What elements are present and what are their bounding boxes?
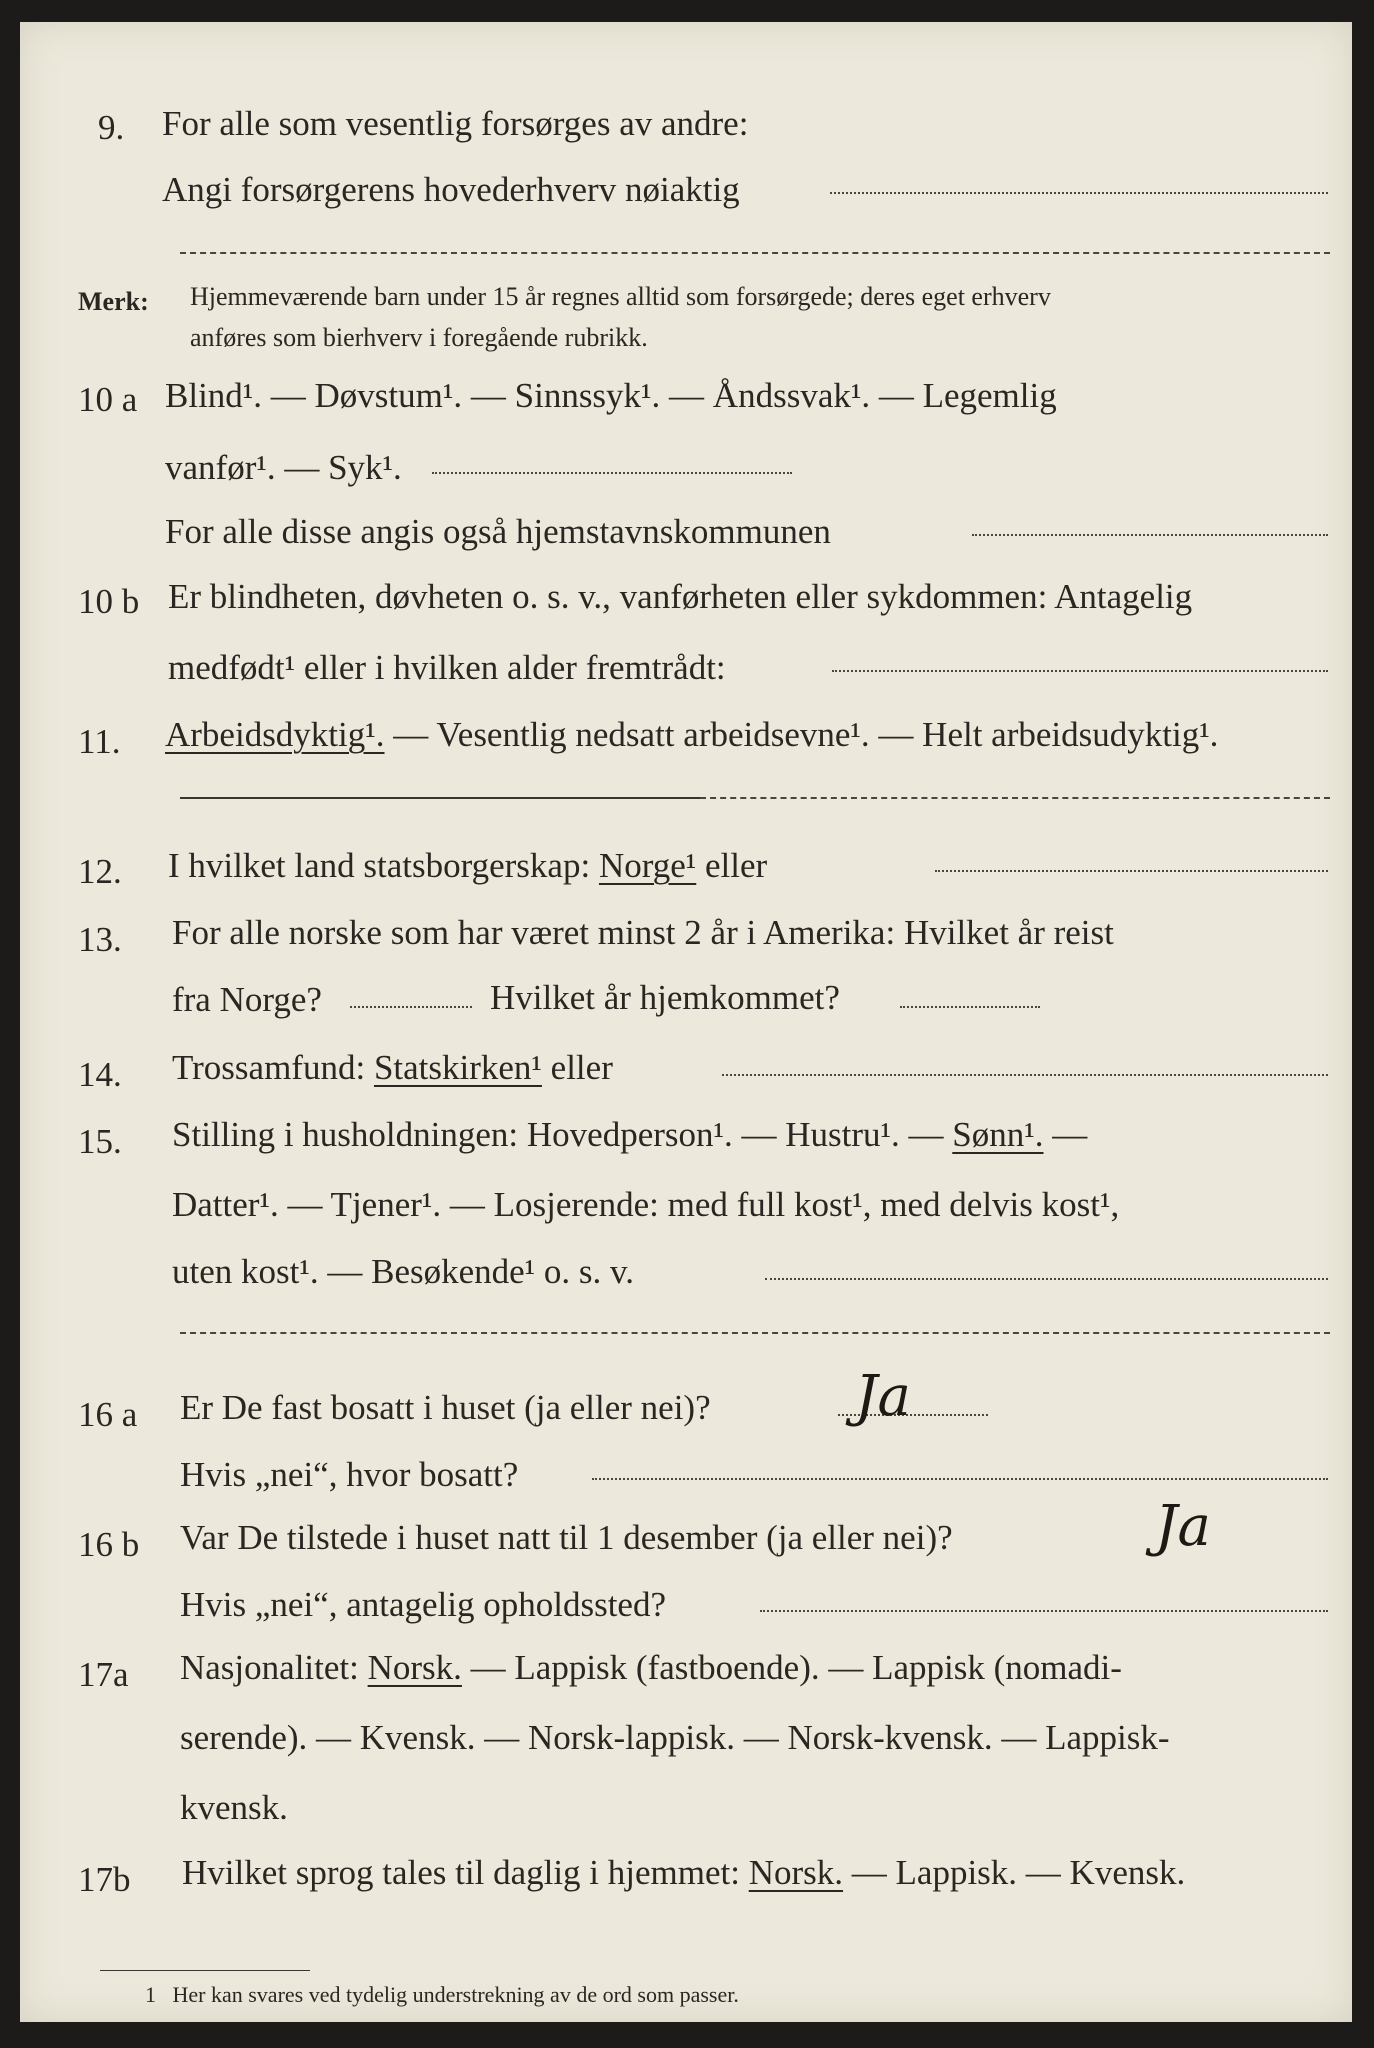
q15-answer-line[interactable] bbox=[765, 1278, 1328, 1280]
q9-answer-line-2[interactable] bbox=[180, 252, 1330, 254]
q16b-handwritten-answer: Ja bbox=[1155, 1494, 1211, 1559]
q14-rest: eller bbox=[550, 1048, 613, 1087]
q10b-line2: medfødt¹ eller i hvilken alder fremtrådt: bbox=[168, 648, 726, 687]
q17b-number: 17b bbox=[78, 1860, 131, 1899]
q17a-line2: serende). — Kvensk. — Norsk-lappisk. — Norsk-kvensk. — Lappisk- bbox=[180, 1718, 1170, 1757]
q16a-bosatt-line[interactable] bbox=[592, 1478, 1328, 1480]
q16b-line2: Hvis „nei“, antagelig opholdssted? bbox=[180, 1585, 666, 1624]
q14-number: 14. bbox=[78, 1055, 122, 1094]
q9-line2: Angi forsørgerens hovederhverv nøiaktig bbox=[162, 170, 740, 209]
q16b-number: 16 b bbox=[78, 1525, 140, 1564]
q17a-option-norsk[interactable]: Norsk. bbox=[367, 1648, 462, 1687]
q11-option-rest: — Vesentlig nedsatt arbeidsevne¹. — Helt arbeidsudyktig¹. bbox=[393, 715, 1219, 754]
q12-option-norge[interactable]: Norge¹ bbox=[598, 846, 697, 885]
q15-line3: uten kost¹. — Besøkende¹ o. s. v. bbox=[172, 1252, 635, 1291]
q17b-option-norsk[interactable]: Norsk. bbox=[748, 1853, 844, 1892]
q17b-line bbox=[182, 1855, 1185, 1890]
q11-number: 11. bbox=[78, 722, 121, 761]
q17b-rest: — Lappisk. — Kvensk. bbox=[851, 1853, 1186, 1892]
q12-rest: eller bbox=[705, 846, 768, 885]
q15-line1a: Stilling i husholdningen: Hovedperson¹. — Hustru¹. — bbox=[172, 1115, 944, 1154]
q14-line bbox=[172, 1050, 613, 1085]
merk-label: Merk: bbox=[78, 287, 149, 316]
q15-option-sonn[interactable]: Sønn¹. bbox=[952, 1115, 1044, 1154]
q17a-line1rest: — Lappisk (fastboende). — Lappisk (nomadi- bbox=[470, 1648, 1122, 1687]
q13-line1: For alle norske som har været minst 2 år i Amerika: Hvilket år reist bbox=[172, 913, 1114, 952]
q13-reist-line[interactable] bbox=[350, 1006, 472, 1008]
q10b-answer-line[interactable] bbox=[832, 670, 1328, 672]
q17a-text: Nasjonalitet: bbox=[180, 1648, 359, 1687]
q17b-text: Hvilket sprog tales til daglig i hjemmet: bbox=[182, 1853, 740, 1892]
q10a-line2: vanfør¹. — Syk¹. bbox=[165, 448, 402, 487]
q15-number: 15. bbox=[78, 1122, 122, 1161]
q12-text: I hvilket land statsborgerskap: bbox=[168, 846, 591, 885]
q16a-number: 16 a bbox=[78, 1395, 138, 1434]
q10a-number: 10 a bbox=[78, 380, 138, 419]
q13-number: 13. bbox=[78, 920, 122, 959]
q12-answer-line[interactable] bbox=[935, 870, 1328, 872]
q17a-line3: kvensk. bbox=[180, 1788, 288, 1827]
q14-answer-line[interactable] bbox=[722, 1074, 1328, 1076]
q15-line1 bbox=[172, 1117, 1087, 1152]
q11-answer-line[interactable] bbox=[180, 797, 700, 799]
q14-option-statskirken[interactable]: Statskirken¹ bbox=[373, 1048, 542, 1087]
q12-line bbox=[168, 848, 767, 883]
q9-line1: For alle som vesentlig forsørges av andre: bbox=[162, 104, 749, 143]
q16a-handwritten-answer: Ja bbox=[855, 1364, 911, 1429]
q13-hjemkommet-line[interactable] bbox=[900, 1006, 1040, 1008]
q13-line2a: fra Norge? bbox=[172, 980, 322, 1019]
q10a-line3: For alle disse angis også hjemstavnskommunen bbox=[165, 512, 831, 551]
q10b-line1: Er blindheten, døvheten o. s. v., vanførheten eller sykdommen: Antagelig bbox=[168, 577, 1193, 616]
census-form-page bbox=[20, 22, 1352, 2022]
q9-answer-line[interactable] bbox=[830, 192, 1328, 194]
q15-answer-line-2[interactable] bbox=[180, 1332, 1330, 1334]
q16b-opholdssted-line[interactable] bbox=[760, 1610, 1328, 1612]
q15-line2: Datter¹. — Tjener¹. — Losjerende: med full kost¹, med delvis kost¹, bbox=[172, 1185, 1120, 1224]
merk-line1: Hjemmeværende barn under 15 år regnes alltid som forsørgede; deres eget erhverv bbox=[190, 282, 1051, 311]
footnote-text: Her kan svares ved tydelig understrekning av de ord som passer. bbox=[172, 1982, 739, 2007]
q17a-line1 bbox=[180, 1650, 1122, 1685]
q11-answer-line-2[interactable] bbox=[700, 797, 1330, 799]
footnote-separator bbox=[100, 1970, 310, 1971]
q11-option-arbeidsdyktig[interactable]: Arbeidsdyktig¹. bbox=[165, 715, 385, 754]
q10b-number: 10 b bbox=[78, 582, 140, 621]
q10a-line1: Blind¹. — Døvstum¹. — Sinnssyk¹. — Åndssvak¹. — Legemlig bbox=[165, 376, 1057, 415]
q17a-number: 17a bbox=[78, 1655, 129, 1694]
q11-options bbox=[165, 717, 1218, 752]
q14-text: Trossamfund: bbox=[172, 1048, 366, 1087]
merk-line2: anføres som bierhverv i foregående rubrikk. bbox=[190, 323, 648, 352]
q10a-answer-line[interactable] bbox=[972, 534, 1328, 536]
q15-line1b: — bbox=[1052, 1115, 1088, 1154]
q9-number: 9. bbox=[98, 108, 125, 147]
footnote-mark: 1 bbox=[145, 1982, 156, 2007]
q16a-line2: Hvis „nei“, hvor bosatt? bbox=[180, 1455, 519, 1494]
footnote bbox=[145, 1984, 739, 2006]
q12-number: 12. bbox=[78, 852, 122, 891]
q16a-line1: Er De fast bosatt i huset (ja eller nei)? bbox=[180, 1388, 711, 1427]
q10a-syk-line[interactable] bbox=[432, 472, 792, 474]
q13-line2b: Hvilket år hjemkommet? bbox=[490, 978, 840, 1017]
q16b-line1: Var De tilstede i huset natt til 1 desember (ja eller nei)? bbox=[180, 1518, 953, 1557]
